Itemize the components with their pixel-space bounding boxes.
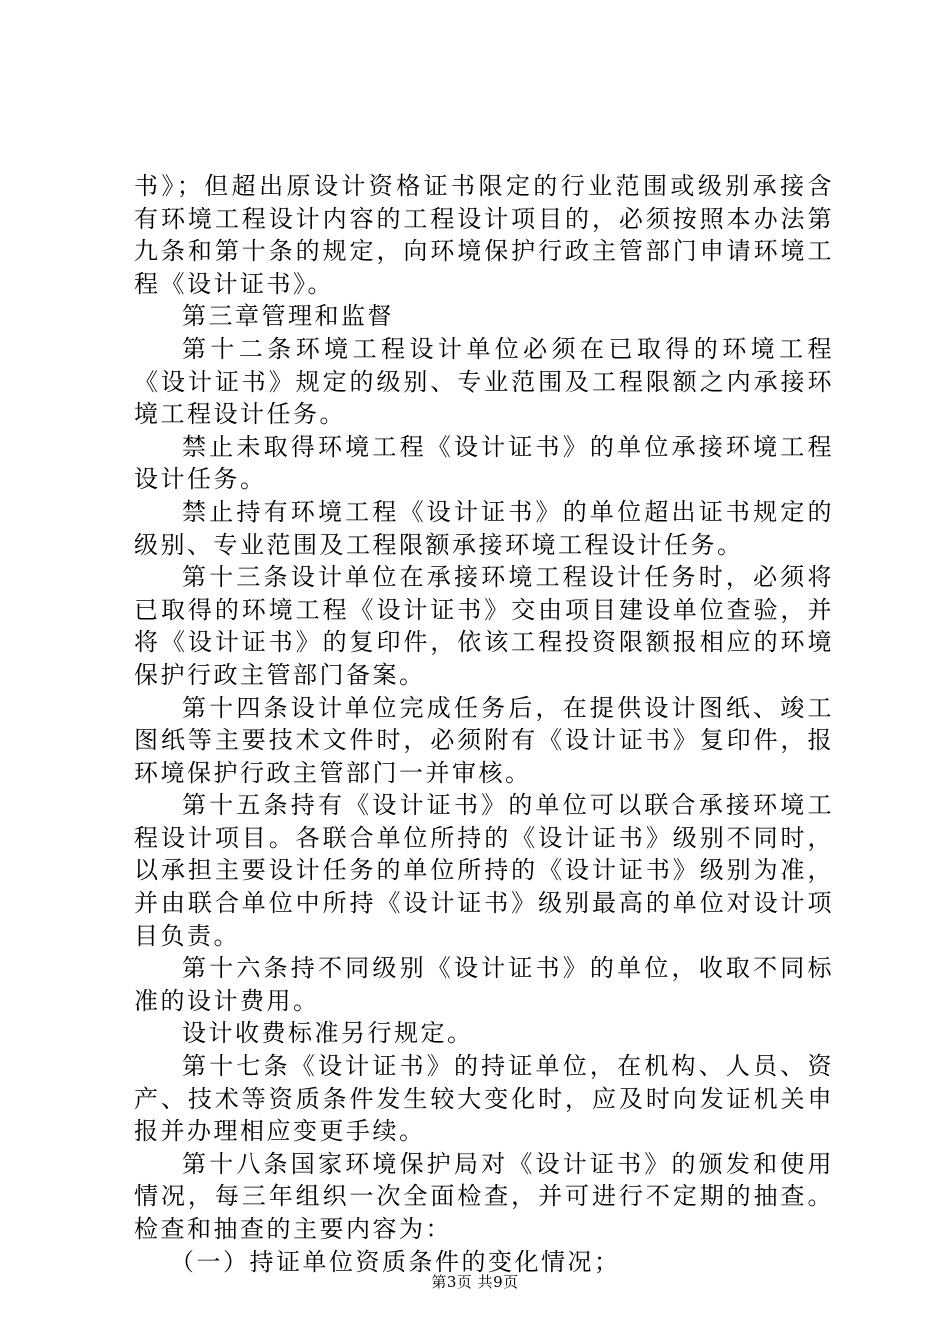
fee-standard-note: 设计收费标准另行规定。 xyxy=(182,1019,474,1048)
page-number-footer: 第3页 共9页 xyxy=(431,1273,519,1291)
article-12: 第十二条环境工程设计单位必须在已取得的环境工程《设计证书》规定的级别、专业范围及工程限额之内承接环境工程设计任务。 xyxy=(134,334,834,429)
article-16: 第十六条持不同级别《设计证书》的单位，收取不同标准的设计费用。 xyxy=(134,954,834,1015)
article-15: 第十五条持有《设计证书》的单位可以联合承接环境工程设计项目。各联合单位所持的《设计证书》级别不同时，以承担主要设计任务的单位所持的《设计证书》级别为准，并由联合单位中所持《设计证书》级别最高的单位对设计项目负责。 xyxy=(134,791,834,950)
article-18: 第十八条国家环境保护局对《设计证书》的颁发和使用情况，每三年组织一次全面检查，并可进行不定期的抽查。检查和抽查的主要内容为： xyxy=(134,1149,834,1243)
paragraph-continuation: 书》；但超出原设计资格证书限定的行业范围或级别承接含有环境工程设计内容的工程设计项目的，必须按照本办法第九条和第十条的规定，向环境保护行政主管部门申请环境工程《设计证书》。 xyxy=(134,172,834,298)
article-13: 第十三条设计单位在承接环境工程设计任务时，必须将已取得的环境工程《设计证书》交由项目建设单位查验，并将《设计证书》的复印件，依该工程投资限额报相应的环境保护行政主管部门备案。 xyxy=(134,563,834,689)
article-12-prohibition-1: 禁止未取得环境工程《设计证书》的单位承接环境工程设计任务。 xyxy=(134,432,834,494)
chapter-heading: 第三章管理和监督 xyxy=(182,302,394,331)
inspection-item-1: （一）持证单位资质条件的变化情况； xyxy=(170,1247,621,1276)
document-body xyxy=(134,170,834,1278)
article-12-prohibition-2: 禁止持有环境工程《设计证书》的单位超出证书规定的级别、专业范围及工程限额承接环境工程设计任务。 xyxy=(134,497,834,559)
article-17: 第十七条《设计证书》的持证单位，在机构、人员、资产、技术等资质条件发生较大变化时，应及时向发证机关申报并办理相应变更手续。 xyxy=(134,1052,834,1146)
article-14: 第十四条设计单位完成任务后，在提供设计图纸、竣工图纸等主要技术文件时，必须附有《设计证书》复印件，报环境保护行政主管部门一并审核。 xyxy=(134,693,834,787)
